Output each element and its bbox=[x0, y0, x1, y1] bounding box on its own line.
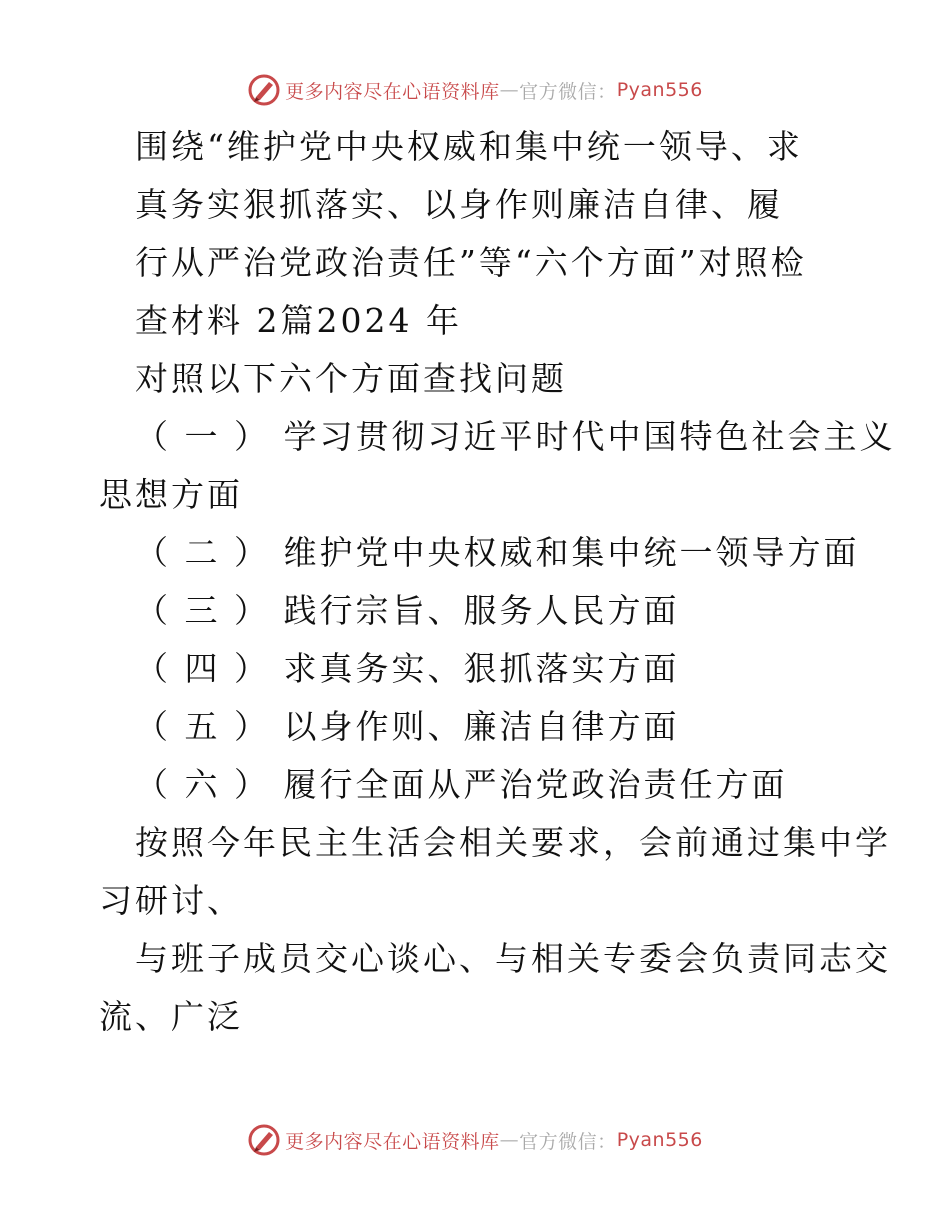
doc-item-6: （ 六 ） 履行全面从严治党政治责任方面 bbox=[135, 765, 788, 804]
doc-para-1-line-1: 按照今年民主生活会相关要求，会前通过集中学 bbox=[135, 823, 891, 862]
doc-item-1-line-1: （ 一 ） 学习贯彻习近平时代中国特色社会主义 bbox=[135, 417, 896, 456]
doc-item-2: （ 二 ） 维护党中央权威和集中统一领导方面 bbox=[135, 533, 860, 572]
doc-item-5: （ 五 ） 以身作则、廉洁自律方面 bbox=[135, 707, 680, 746]
doc-item-1-line-2: 思想方面 bbox=[99, 475, 243, 514]
watermark-library-text: 更多内容尽在心语资料库 bbox=[285, 80, 500, 103]
pen-logo-icon bbox=[247, 73, 281, 107]
pen-logo-icon bbox=[247, 1123, 281, 1157]
watermark-wechat-label: 官方微信： bbox=[519, 1130, 617, 1153]
watermark-wechat-label: 官方微信： bbox=[519, 80, 617, 103]
doc-para-2-line-1: 与班子成员交心谈心、与相关专委会负责同志交 bbox=[135, 939, 891, 978]
watermark-wechat-id: Pyan556 bbox=[616, 1129, 703, 1151]
footer-watermark bbox=[0, 1120, 950, 1160]
doc-item-4: （ 四 ） 求真务实、狠抓落实方面 bbox=[135, 649, 680, 688]
doc-title-line-1: 围绕“维护党中央权威和集中统一领导、求 bbox=[135, 127, 803, 166]
doc-title-line-4: 查材料 2篇2024 年 bbox=[135, 301, 462, 340]
watermark-library-text: 更多内容尽在心语资料库 bbox=[285, 1130, 500, 1153]
doc-title-line-3: 行从严治党政治责任”等“六个方面”对照检 bbox=[135, 243, 807, 282]
watermark-separator: — bbox=[499, 79, 520, 101]
doc-para-1-line-2: 习研讨、 bbox=[99, 881, 243, 920]
watermark-wechat-id: Pyan556 bbox=[616, 79, 703, 101]
doc-para-2-line-2: 流、广泛 bbox=[99, 997, 243, 1036]
doc-intro: 对照以下六个方面查找问题 bbox=[135, 359, 567, 398]
doc-item-3: （ 三 ） 践行宗旨、服务人民方面 bbox=[135, 591, 680, 630]
doc-title-line-2: 真务实狠抓落实、以身作则廉洁自律、履 bbox=[135, 185, 783, 224]
header-watermark bbox=[0, 70, 950, 110]
watermark-separator: — bbox=[499, 1129, 520, 1151]
